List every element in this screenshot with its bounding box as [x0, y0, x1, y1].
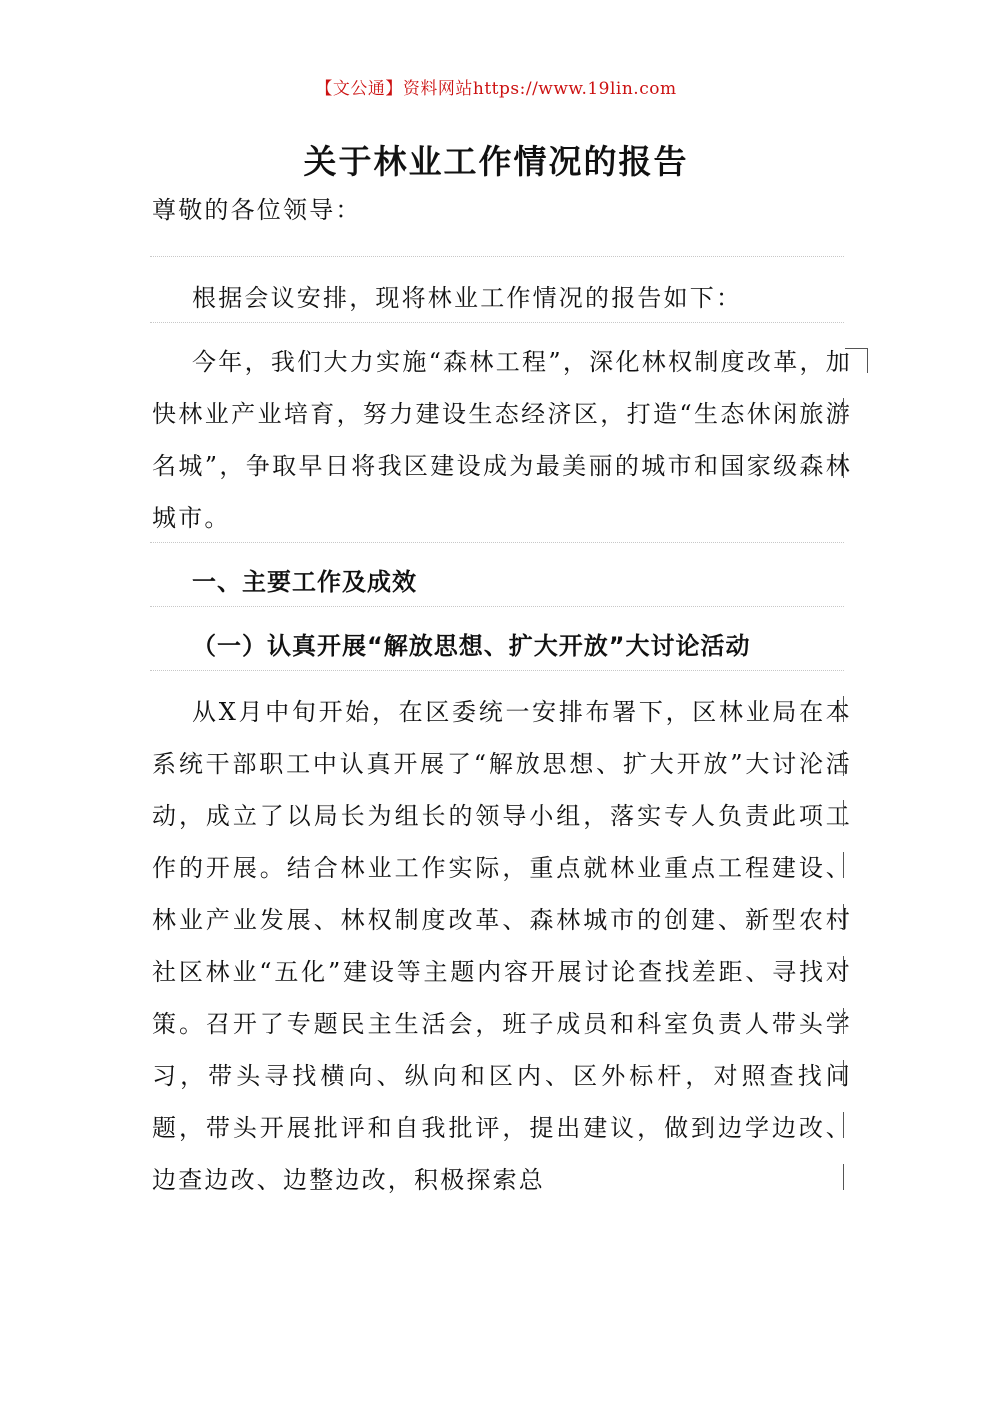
intro-paragraph: 根据会议安排，现将林业工作情况的报告如下：: [192, 284, 743, 312]
section-heading: 一、主要工作及成效: [192, 568, 417, 596]
margin-tick: [843, 1060, 844, 1086]
line-separator: [150, 256, 844, 257]
margin-tick: [843, 696, 844, 722]
margin-tick: [843, 800, 844, 826]
overview-paragraph: 今年，我们大力实施“森林工程”，深化林权制度改革，加快林业产业培育，努力建设生态经济区，打造“生态休闲旅游名城”，争取早日将我区建设成为最美丽的城市和国家级森林城市。: [152, 348, 852, 532]
subsection-heading: （一）认真开展“解放思想、扩大开放”大讨论活动: [192, 632, 751, 660]
margin-tick: [843, 904, 844, 930]
site-header-text: 【文公通】资料网站https://www.19lin.com: [315, 79, 677, 99]
margin-tick: [843, 852, 844, 878]
margin-tick: [843, 398, 844, 424]
document-title: 关于林业工作情况的报告: [303, 142, 689, 181]
line-separator: [150, 670, 844, 671]
subsection-body-paragraph: 从X月中旬开始，在区委统一安排布署下，区林业局在本系统干部职工中认真开展了“解放思想、扩大开放”大讨沦活动，成立了以局长为组长的领导小组，落实专人负责此项工作的开展。结合林业工作实际，重点就林业重点工程建设、林业产业发展、林权制度改革、森林城市的创建、新型农村社区林业“五化”建设等主题内容开展讨论查找差距、寻找对策。召开了专题民主生活会，班子成员和科室负责人带头学习，带头寻找横向、纵向和区内、区外标杆，对照查找问题，带头开展批评和自我批评，提出建议，做到边学边改、边查边改、边整边改，积极探索总: [152, 698, 852, 1194]
margin-tick: [843, 452, 844, 478]
salutation: 尊敬的各位领导：: [152, 196, 362, 224]
line-separator: [150, 322, 844, 323]
margin-tick: [843, 750, 844, 776]
margin-tick: [843, 1112, 844, 1138]
margin-tick: [843, 1008, 844, 1034]
line-separator: [150, 542, 844, 543]
line-separator: [150, 606, 844, 607]
margin-tick: [843, 956, 844, 982]
margin-tick: [843, 1164, 844, 1190]
